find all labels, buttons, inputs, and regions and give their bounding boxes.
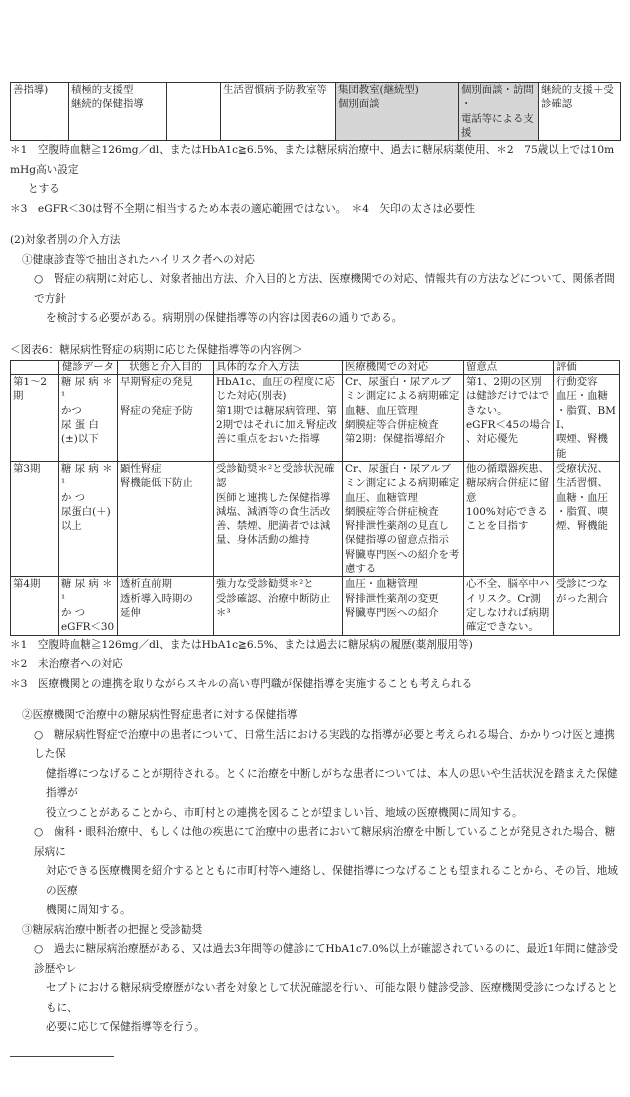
paragraph-line: 健指導につなげることが期待される。とくに治療を中断しがちな患者については、本人の思いや生活状況を踏まえた保健指導が	[46, 767, 618, 800]
subsection-heading: ③糖尿病治療中断者の把握と受診勧奨	[22, 923, 203, 936]
data-cell: 糖 尿 病 ＊¹ かつ 尿 蛋 白 (±)以下	[59, 375, 118, 462]
header-cell: 具体的な介入方法	[214, 361, 343, 375]
header-cell: 医療機関での対応	[343, 361, 464, 375]
top-cell: 積極的支援型 継続的保健指導	[69, 83, 167, 141]
paragraph-line: 必要に応じて保健指導等を行う。	[46, 1021, 205, 1034]
top-footnote: とする	[28, 183, 60, 196]
paragraph-line: セプトにおける糖尿病受療歴がない者を対象として状況確認を行い、可能な限り健診受診、医療機関受診につなげるとともに、	[46, 982, 618, 1014]
data-cell: 行動変容 血圧・血糖・脂質、BMI、 喫煙、腎機能	[554, 375, 620, 462]
table-row	[11, 577, 620, 635]
paragraph-line: 役立つことがあることから、市町村との連携を図ることが望ましい旨、地域の医療機関に周知する。	[46, 806, 523, 819]
stage-cell: 第4期	[11, 577, 59, 635]
paragraph-line: 対応できる医療機関を紹介するとともに市町村等へ連絡し、保健指導につなげることも望まれることから、その旨、地域の医療	[46, 865, 618, 897]
data-cell: 強力な受診勧奨＊²と 受診確認、治療中断防止＊³	[214, 577, 343, 635]
paragraph-line: ○ 腎症の病期に対応し、対象者抽出方法、介入目的と方法、医療機関での対応、情報共有の方法などについて、関係者間で方針	[34, 273, 615, 305]
data-cell: Cr、尿蛋白・尿アルブミン測定による病期確定 血糖、血圧管理 網膜症等合併症検査 第2期：保健指導紹介	[343, 375, 464, 462]
header-cell: 留意点	[464, 361, 554, 375]
data-cell: 受診につながった割合	[554, 577, 620, 635]
header-cell	[11, 361, 59, 375]
footnote-separator	[10, 1056, 114, 1057]
data-cell: 受療状況、生活習慣、血糖・血圧・脂質、喫煙、腎機能	[554, 461, 620, 576]
section-heading: (2)対象者別の介入方法	[10, 234, 121, 247]
header-cell: 評価	[554, 361, 620, 375]
top-cell: 集団教室(継続型) 個別面談	[336, 83, 459, 141]
data-cell: 糖 尿 病 ＊¹ か つ 尿蛋白(＋) 以上	[59, 461, 118, 576]
top-cell	[167, 83, 221, 141]
figure-title: ＜図表6：糖尿病性腎症の病期に応じた保健指導等の内容例＞	[10, 343, 303, 356]
table-footnote: ＊3 医療機関との連携を取りながらスキルの高い専門職が保健指導を実施することも考えられる	[10, 677, 473, 690]
top-footnote: ＊1 空腹時血糖≧126mg／dl、またはHbA1c≧6.5%、または糖尿病治療中、過去に糖尿病薬使用、＊2 75歳以上では10mmHg高い設定	[10, 144, 615, 176]
stage-cell: 第3期	[11, 461, 59, 576]
paragraph-line: ○ 糖尿病性腎症で治療中の患者について、日常生活における実践的な指導が必要と考えられる場合、かかりつけ医と連携した保	[34, 728, 615, 761]
table-footnote: ＊1 空腹時血糖≧126mg／dl、またはHbA1c≧6.5%、または過去に糖尿病の履歴(薬剤服用等)	[10, 638, 473, 651]
table-footnote: ＊2 未治療者への対応	[10, 658, 123, 671]
data-cell: HbA1c、血圧の程度に応じた対応(別表) 第1期では糖尿病管理、第2期ではそれに加え腎症改善に重点をおいた指導	[214, 375, 343, 462]
paragraph-line: 機関に周知する。	[46, 904, 131, 917]
top-footnote: ＊3 eGFR＜30は腎不全期に相当するため本表の適応範囲ではない。 ＊4 矢印の太さは必要性	[10, 202, 475, 215]
paragraph-line: を検討する必要がある。病期別の保健指導等の内容は図表6の通りである。	[46, 312, 403, 325]
top-cell: 継続的支援＋受 診確認	[539, 83, 621, 141]
figure6-table	[10, 360, 620, 635]
data-cell: 受診勧奨＊²と受診状況確認 医師と連携した保健指導 減塩、減酒等の食生活改善、禁煙、肥満者では減量、身体活動の維持	[214, 461, 343, 576]
paragraph-line: ○ 過去に糖尿病治療歴がある、又は過去3年間等の健診にてHbA1c7.0%以上が確認されているのに、最近1年間に健診受診歴やレ	[34, 943, 618, 975]
subsection-heading: ①健康診査等で抽出されたハイリスク者への対応	[22, 253, 255, 266]
data-cell: 糖 尿 病 ＊¹ か つ eGFR＜30	[59, 577, 118, 635]
data-cell: 血圧・血糖管理 腎排泄性薬剤の変更 腎臓専門医への紹介	[343, 577, 464, 635]
top-cell: 生活習慣病予防教室等	[221, 83, 336, 141]
top-cell: 個別面談・訪問・ 電話等による支援	[459, 83, 539, 141]
header-cell: 状態と介入目的	[118, 361, 214, 375]
data-cell: 第1、2期の区別は健診だけではできない。 eGFR＜45の場合、対応優先	[464, 375, 554, 462]
data-cell: 早期腎症の発見 腎症の発症予防	[118, 375, 214, 462]
subsection-heading: ②医療機関で治療中の糖尿病性腎症患者に対する保健指導	[22, 709, 298, 722]
header-cell: 健診データ	[59, 361, 118, 375]
data-cell: 他の循環器疾患、糖尿病合併症に留意 100%対応できることを目指す	[464, 461, 554, 576]
data-cell: 顕性腎症 腎機能低下防止	[118, 461, 214, 576]
data-cell: Cr、尿蛋白・尿アルブミン測定による病期確定 血圧、血糖管理 網膜症等合併症検査 腎排泄性薬剤の見直し 保健指導の留意点指示 腎臓専門医への紹介を考慮する	[343, 461, 464, 576]
data-cell: 透析直前期 透析導入時期の 延伸	[118, 577, 214, 635]
top-cell: 善指導)	[11, 83, 69, 141]
table-row	[11, 375, 620, 462]
paragraph-line: ○ 歯科・眼科治療中、もしくは他の疾患にて治療中の患者において糖尿病治療を中断していることが発見された場合、糖尿病に	[34, 826, 616, 858]
stage-cell: 第1～2期	[11, 375, 59, 462]
data-cell: 心不全、脳卒中ハイリスク。Cr測定しなければ病期確定できない。	[464, 577, 554, 635]
top-table-fragment	[10, 82, 621, 141]
table-row	[11, 461, 620, 576]
